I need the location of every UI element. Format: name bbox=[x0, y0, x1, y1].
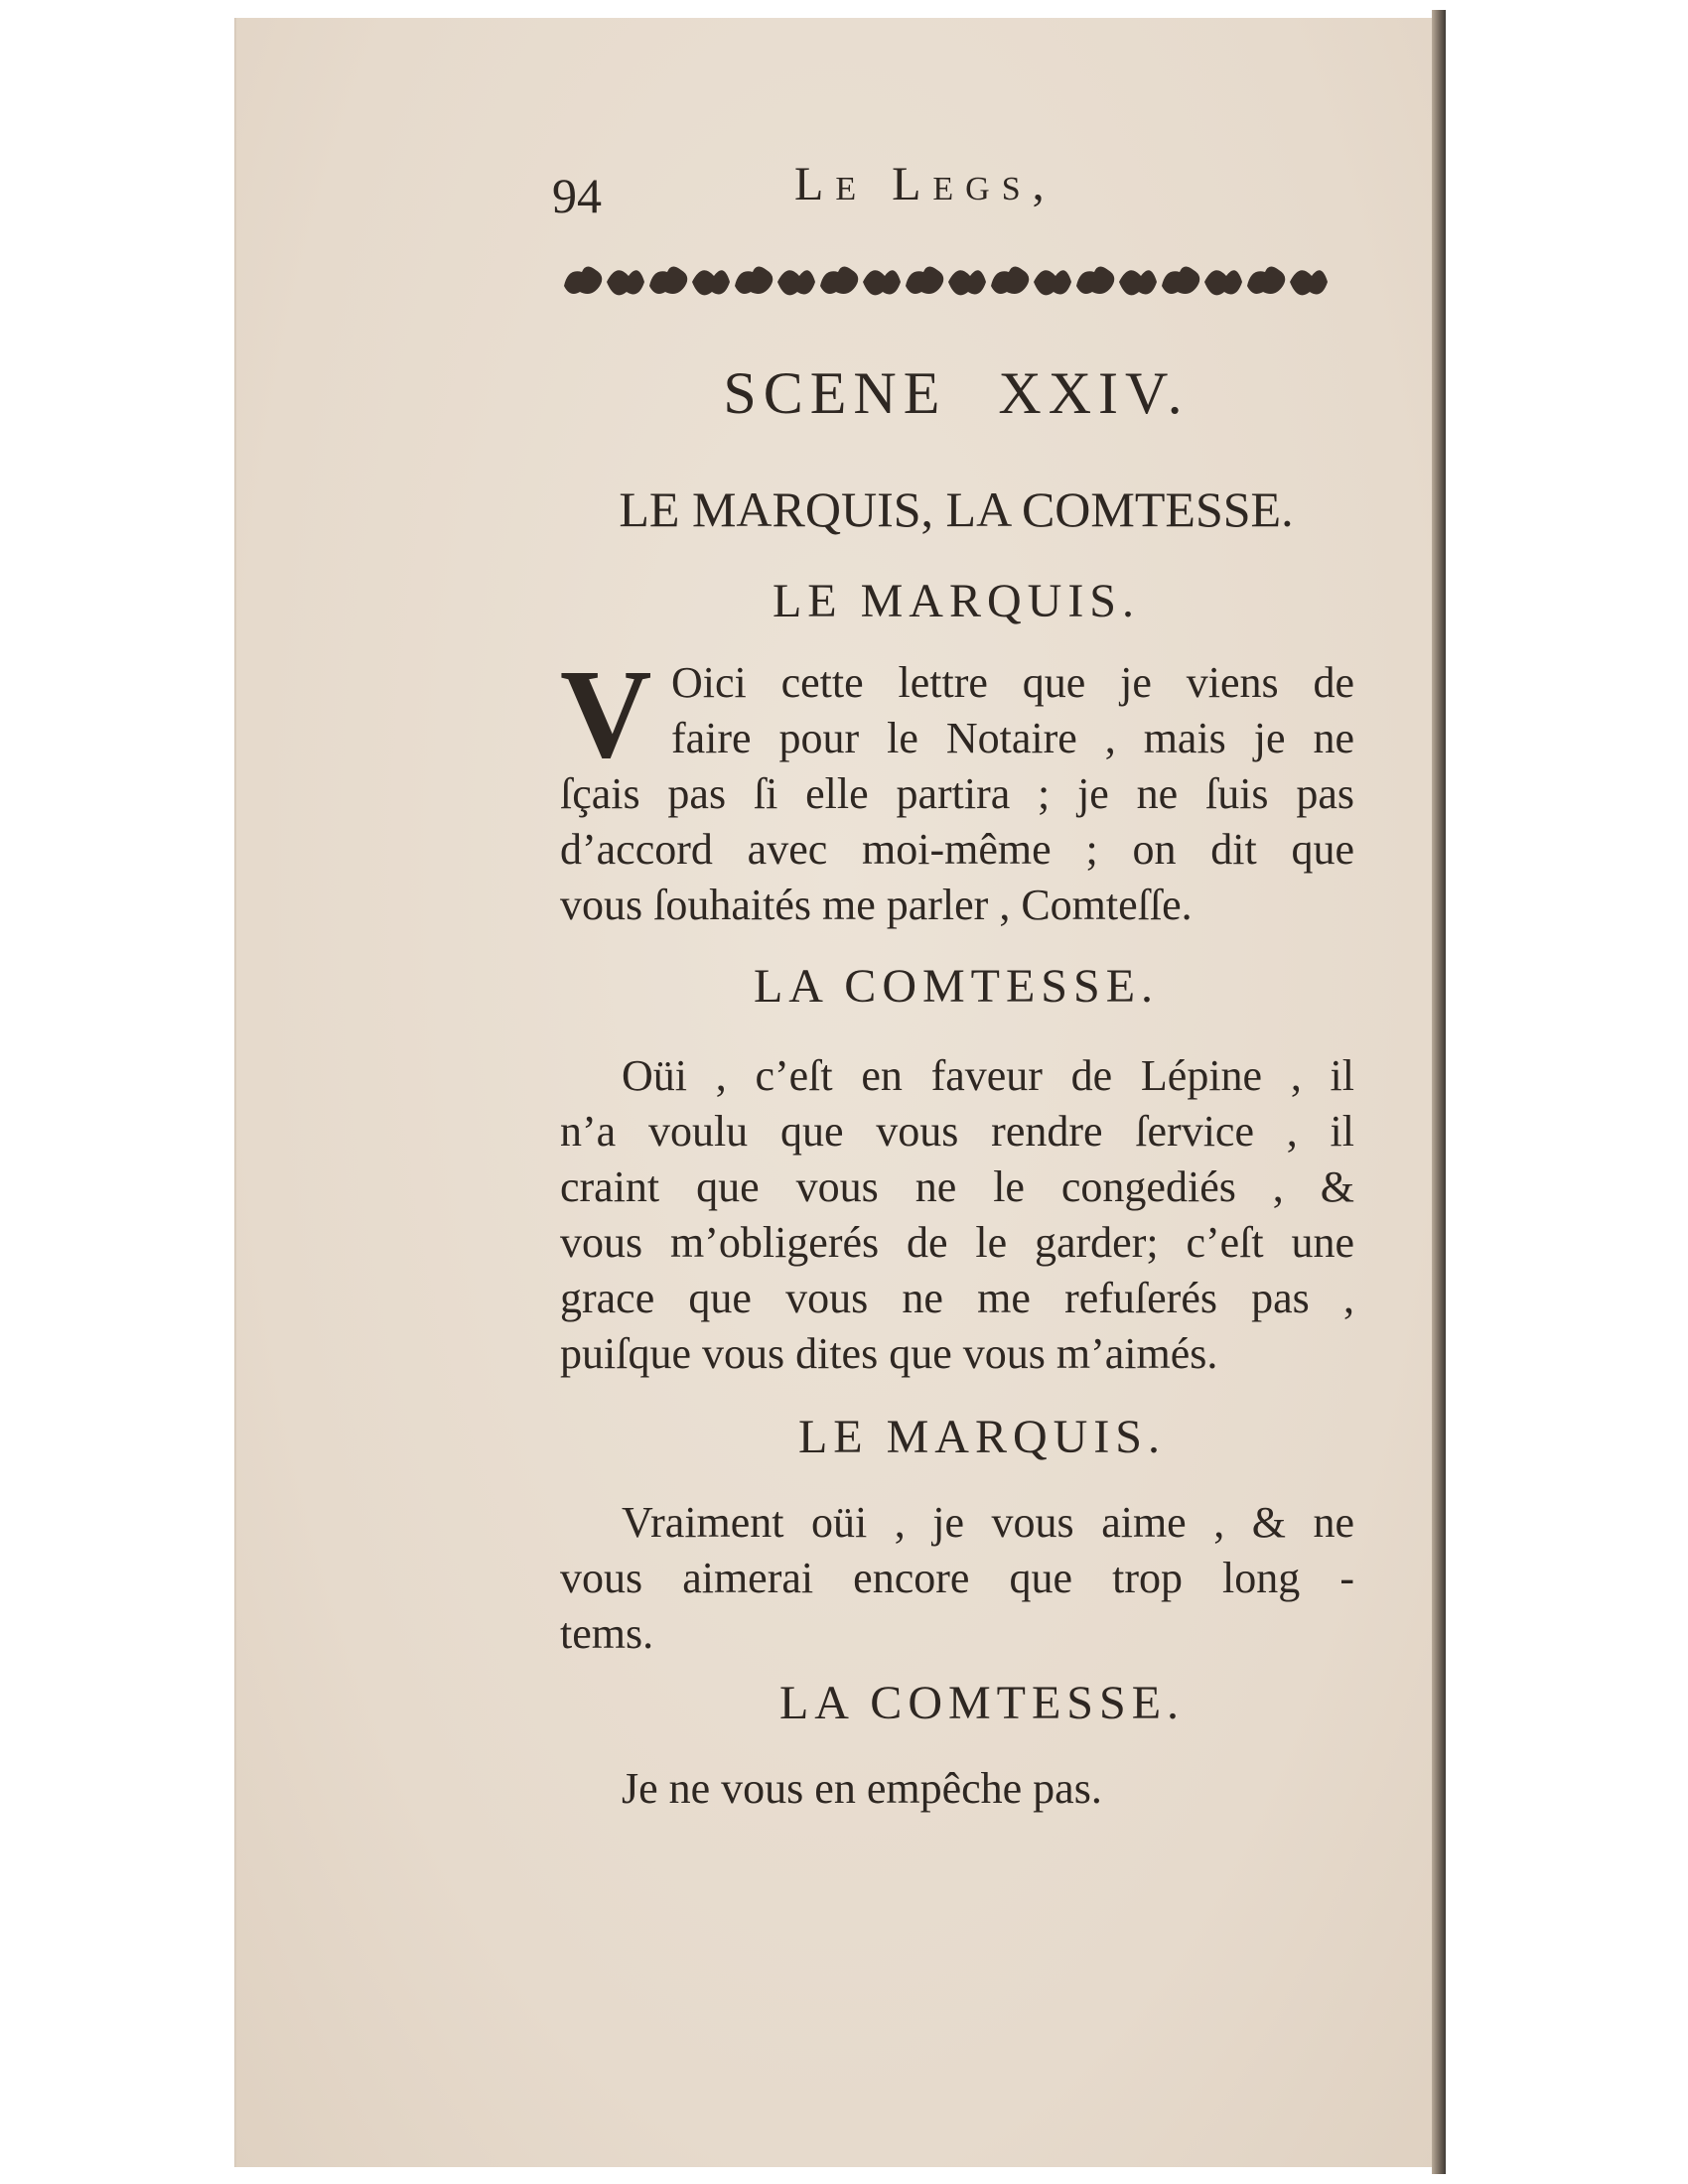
fleuron-mark bbox=[1076, 266, 1114, 294]
speech-text bbox=[560, 1761, 1354, 1817]
speaker-name: LA COMTESSE. bbox=[753, 960, 1160, 1013]
fleuron-mark bbox=[735, 266, 773, 294]
text-line: n’a voulu que vous rendre ſervice , il bbox=[560, 1107, 1354, 1156]
text-line: Oüi , c’eſt en faveur de Lépine , il bbox=[622, 1051, 1354, 1100]
speaker-name: LA COMTESSE. bbox=[778, 1677, 1186, 1729]
text-line: d’accord avec moi-même ; on dit que bbox=[560, 825, 1354, 874]
text-line: vous ſouhaités me parler , Comteſſe. bbox=[560, 881, 1193, 929]
speech-text bbox=[560, 1495, 1354, 1662]
text-line: Oici cette lettre que je viens de bbox=[671, 658, 1354, 707]
text-line: grace que vous ne me refuſerés pas , bbox=[560, 1274, 1354, 1322]
text-line: Vraiment oüi , je vous aime , & ne bbox=[622, 1498, 1354, 1547]
fleuron-mark bbox=[820, 266, 858, 294]
book-binding-edge bbox=[1432, 10, 1446, 2174]
text-line: puiſque vous dites que vous m’aimés. bbox=[560, 1329, 1218, 1378]
speaker-name: LE MARQUIS. bbox=[797, 1411, 1166, 1463]
text-line: ſçais pas ſi elle partira ; je ne ſuis pas bbox=[560, 769, 1354, 818]
fleuron-mark bbox=[991, 266, 1029, 294]
characters-list: LE MARQUIS, LA COMTESSE. bbox=[619, 481, 1294, 537]
text-line: tems. bbox=[560, 1609, 654, 1658]
fleuron-mark bbox=[777, 270, 815, 295]
fleuron-mark bbox=[564, 266, 602, 294]
scene-title: SCENE XXIV. bbox=[723, 360, 1190, 426]
fleuron-mark bbox=[649, 266, 687, 294]
fleuron-mark bbox=[863, 270, 901, 295]
fleuron-mark bbox=[948, 270, 986, 295]
fleuron-mark bbox=[692, 270, 730, 295]
fleuron-mark bbox=[1247, 266, 1285, 294]
fleuron-mark bbox=[1162, 266, 1199, 294]
speaker-name: LE MARQUIS. bbox=[772, 575, 1140, 627]
fleuron-mark bbox=[1290, 270, 1328, 295]
fleuron-mark bbox=[1204, 270, 1242, 295]
fleuron-mark bbox=[607, 270, 644, 295]
text-line: vous m’obligerés de le garder; c’eſt une bbox=[560, 1218, 1354, 1267]
drop-cap: V bbox=[560, 643, 652, 784]
text-line: faire pour le Notaire , mais je ne bbox=[671, 714, 1354, 762]
speech-text bbox=[560, 1048, 1354, 1382]
text-line: craint que vous ne le congediés , & bbox=[560, 1162, 1354, 1211]
running-title: Le Legs, bbox=[794, 158, 1056, 210]
fleuron-mark bbox=[906, 266, 943, 294]
text-line: Je ne vous en empêche pas. bbox=[622, 1764, 1102, 1813]
fleuron-mark bbox=[1034, 270, 1071, 295]
speech-text bbox=[560, 643, 1354, 933]
fleuron-mark bbox=[1119, 270, 1157, 295]
page-number: 94 bbox=[552, 168, 602, 223]
text-line: vous aimerai encore que trop long - bbox=[560, 1554, 1354, 1602]
decorative-ornament-band bbox=[556, 260, 1333, 304]
